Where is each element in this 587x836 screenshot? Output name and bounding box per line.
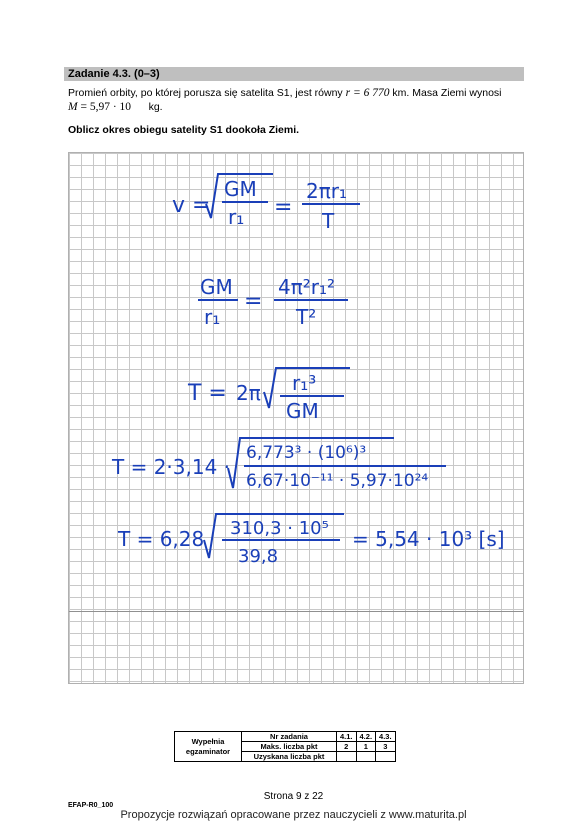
svg-text:2πr₁: 2πr₁ (306, 179, 348, 203)
svg-text:T = 6,28: T = 6,28 (118, 527, 205, 551)
got-points-3[interactable] (376, 752, 396, 762)
statement-text-2: km. Masa Ziemi wynosi (389, 87, 502, 99)
svg-text:2π: 2π (236, 381, 261, 405)
radius-expression: r = 6 770 (345, 87, 390, 99)
svg-text:r₁: r₁ (228, 205, 245, 229)
max-points-3: 3 (376, 742, 396, 752)
svg-text:T²: T² (296, 305, 317, 329)
task-number-3: 4.3. (376, 732, 396, 742)
svg-text:=: = (244, 289, 263, 314)
task-number-2: 4.2. (356, 732, 376, 742)
score-table-label: Wypełnia egzaminator (175, 732, 242, 762)
row-task-label: Nr zadania (242, 732, 337, 742)
task-question: Oblicz okres obiegu satelity S1 dookoła Ziemi. (68, 124, 300, 136)
solution-line-5 (117, 514, 505, 567)
task-header: Zadanie 4.3. (0–3) (64, 67, 524, 81)
svg-text:GM: GM (200, 275, 233, 299)
exam-code: EFAP-R0_100 (68, 802, 114, 809)
svg-text:GM: GM (224, 177, 257, 201)
svg-text:=: = (274, 195, 293, 220)
svg-text:39,8: 39,8 (238, 546, 279, 567)
mass-symbol: M (68, 101, 78, 113)
svg-text:4π²r₁²: 4π²r₁² (278, 275, 336, 299)
svg-text:T = 2·3,14 ·: T = 2·3,14 · (112, 455, 231, 479)
max-points-1: 2 (337, 742, 357, 752)
page-footer: Propozycje rozwiązań opracowane przez nauczycieli z www.maturita.pl (120, 809, 467, 821)
statement-text-1: Promień orbity, po której porusza się satelita S1, jest równy (68, 87, 343, 99)
svg-text:v =: v = (172, 193, 211, 218)
svg-text:GM: GM (286, 399, 319, 423)
row-got-label: Uzyskana liczba pkt (242, 752, 337, 762)
svg-text:6,773³ · (10⁶)³: 6,773³ · (10⁶)³ (246, 443, 367, 463)
svg-text:r₁³: r₁³ (292, 371, 317, 395)
got-points-1[interactable] (337, 752, 357, 762)
svg-text:r₁: r₁ (204, 305, 221, 329)
mass-unit: kg. (148, 101, 163, 113)
row-max-label: Maks. liczba pkt (242, 742, 337, 752)
score-table (174, 731, 396, 762)
task-statement (68, 86, 528, 114)
solution-line-1 (172, 174, 360, 233)
solution-line-4 (111, 438, 446, 491)
svg-text:= 5,54 · 10³ [s]: = 5,54 · 10³ [s] (352, 527, 505, 551)
task-number-1: 4.1. (337, 732, 357, 742)
solution-line-3 (187, 368, 350, 423)
got-points-2[interactable] (356, 752, 376, 762)
svg-text:T: T (322, 209, 335, 233)
svg-text:T =: T = (188, 381, 227, 406)
max-points-2: 1 (356, 742, 376, 752)
mass-value: = 5,97 · 10 (77, 101, 132, 113)
handwritten-solution (68, 152, 524, 612)
svg-text:6,67·10⁻¹¹ · 5,97·10²⁴: 6,67·10⁻¹¹ · 5,97·10²⁴ (246, 471, 429, 491)
solution-line-2 (198, 275, 348, 329)
page-number: Strona 9 z 22 (263, 791, 324, 802)
svg-text:310,3 · 10⁵: 310,3 · 10⁵ (230, 518, 329, 539)
